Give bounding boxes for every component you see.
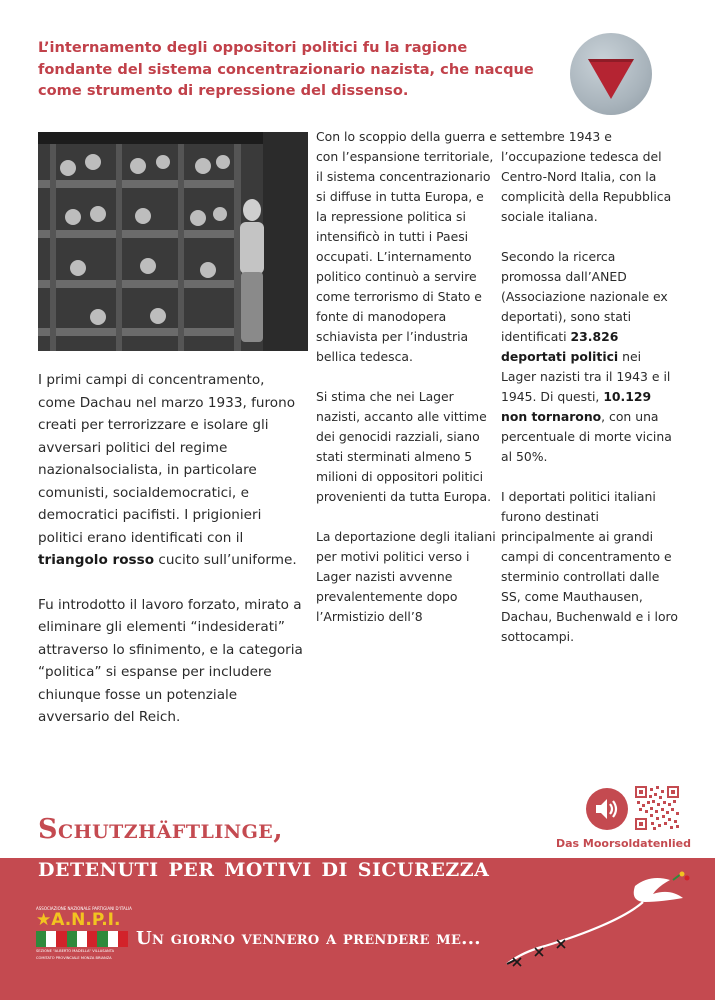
text-column-3 bbox=[501, 127, 679, 667]
column3-paragraph-2: Secondo la ricerca promossa dall’ANED (Associazione nazionale ex deportati), sono stati identificati 23.826 deportati politici nei Lager nazisti tra il 1943 e il 1945. Di questi, 10.129 non tornarono, con una percentuale di morte vicina al 50%. bbox=[501, 249, 672, 464]
dove-barbed-wire-icon bbox=[505, 868, 695, 978]
star-icon: ★ bbox=[36, 910, 52, 930]
column3-paragraph-1: settembre 1943 e l’occupazione tedesca del Centro-Nord Italia, con la complicità della Repubblica sociale italiana. bbox=[501, 129, 672, 224]
anpi-section-name: SEZIONE "ALBERTO MADELLA" VILLASANTA bbox=[36, 949, 115, 953]
barracks-photo bbox=[38, 132, 308, 351]
title-line-2: detenuti per motivi di sicurezza bbox=[38, 852, 490, 883]
anpi-logo bbox=[36, 906, 132, 976]
text-column-2 bbox=[316, 127, 498, 647]
column1-paragraph-1: I primi campi di concentramento, come Dachau nel marzo 1933, furono creati per terrorizzare e isolare gli avversari politici del regime nazionalsocialista, in particolare comunisti, socialdemocratici, e democratici pacifisti. I prigionieri politici erano identificati con il triangolo rosso cucito sull’uniforme. bbox=[38, 372, 297, 568]
text-column-1 bbox=[38, 369, 304, 751]
anpi-association-name: ASSOCIAZIONE NAZIONALE PARTIGIANI D'ITALIA bbox=[36, 906, 132, 911]
title-line-1: Schutzhäftlinge, bbox=[38, 814, 284, 845]
red-triangle-highlight: triangolo rosso bbox=[38, 552, 155, 568]
column2-paragraph-2: Si stima che nei Lager nazisti, accanto alle vittime dei genocidi razziali, siano stati sterminati almeno 5 milioni di oppositori politici provenienti da tutta Europa. bbox=[316, 389, 492, 504]
qr-code[interactable] bbox=[635, 786, 679, 830]
deported-count-highlight: 23.826 deportati politici bbox=[501, 329, 619, 364]
audio-play-button[interactable] bbox=[586, 788, 628, 830]
red-triangle-badge-icon bbox=[570, 33, 652, 115]
anpi-flag-stripes bbox=[36, 931, 128, 947]
not-returned-highlight: 10.129 non tornarono bbox=[501, 389, 652, 424]
column3-paragraph-3: I deportati politici italiani furono destinati principalmente ai grandi campi di concentramento e sterminio controllati dalle SS, come Mauthausen, Dachau, Buchenwald e i loro sottocampi. bbox=[501, 489, 678, 644]
audio-label[interactable]: Das Moorsoldatenlied bbox=[556, 837, 692, 850]
intro-statement: L’internamento degli oppositori politici fu la ragione fondante del sistema concentrazionario nazista, che nacque come strumento di repressione del dissenso. bbox=[38, 39, 534, 99]
speaker-icon bbox=[586, 788, 628, 830]
column2-paragraph-1: Con lo scoppio della guerra e con l’espansione territoriale, il sistema concentrazionario si diffuse in tutta Europa, e la repressione politica si intensificò in tutti i Paesi occupati. L’internamento politico continuò a servire come terrorismo di Stato e fonte di manodopera schiavista per l’industria bellica tedesca. bbox=[316, 129, 497, 364]
column2-paragraph-3: La deportazione degli italiani per motivi politici verso i Lager nazisti avvenne prevalentemente dopo l’Armistizio dell’8 bbox=[316, 529, 496, 624]
subtitle: Un giorno vennero a prendere me... bbox=[136, 928, 481, 949]
anpi-wordmark: ★A.N.P.I. bbox=[36, 910, 121, 930]
column1-paragraph-2: Fu introdotto il lavoro forzato, mirato a eliminare gli elementi “indesiderati” attraverso lo sfinimento, e la categoria “politica” si espanse per includere chiunque fosse un potenziale avversario del Reich. bbox=[38, 596, 303, 725]
anpi-committee-name: COMITATO PROVINCIALE MONZA BRIANZA bbox=[36, 955, 112, 960]
